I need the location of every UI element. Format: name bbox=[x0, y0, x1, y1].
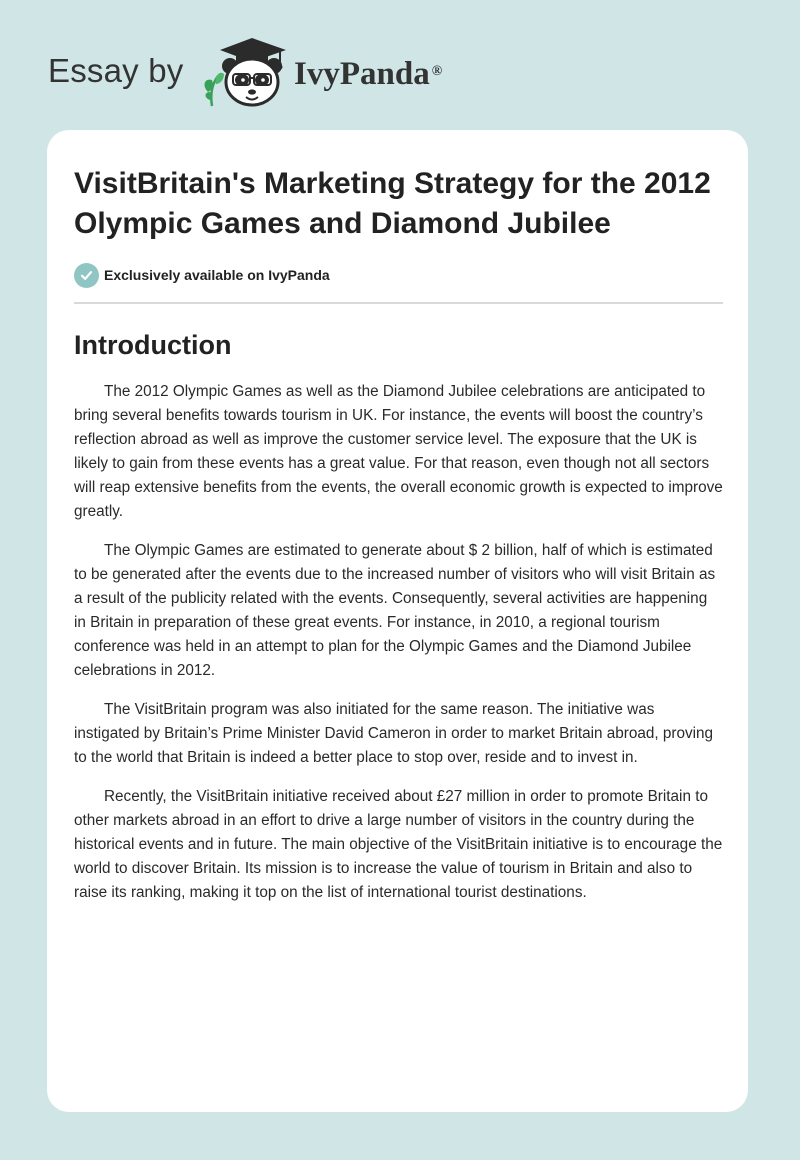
body-paragraph: The Olympic Games are estimated to generate about $ 2 billion, half of which is estimated to be generated after the events due to the increased number of visitors who will visit Britain as a result of the publicity related with the events. Consequently, several activities are happening in Britain in preparation of these great events. For instance, in 2010, a regional tourism conference was held in an attempt to plan for the Olympic Games and the Diamond Jubilee celebrations in 2012. bbox=[74, 542, 716, 679]
panda-face-icon bbox=[222, 58, 282, 105]
section-heading-introduction: Introduction bbox=[74, 330, 232, 360]
site-header bbox=[0, 0, 800, 120]
exclusive-label: Exclusively available on IvyPanda bbox=[104, 267, 330, 283]
body-paragraph: The 2012 Olympic Games as well as the Diamond Jubilee celebrations are anticipated to bring several benefits towards tourism in UK. For instance, the events will boost the country’s reflection abroad as well as improve the customer service level. The exposure that the UK is likely to gain from these events has a great value. For that reason, even though not all sectors will reap extensive benefits from the events, the overall economic growth is expected to improve greatly. bbox=[74, 383, 723, 520]
essay-content bbox=[74, 164, 723, 905]
brand-name-text: IvyPanda bbox=[294, 56, 430, 92]
essay-card bbox=[47, 130, 748, 1112]
title-divider bbox=[74, 302, 723, 304]
check-circle-icon bbox=[74, 263, 99, 288]
brand-name[interactable] bbox=[294, 54, 442, 94]
brand-prefix: Essay by bbox=[48, 52, 184, 89]
leaf-icon bbox=[205, 73, 224, 106]
registered-mark: ® bbox=[431, 64, 443, 79]
body-paragraph: Recently, the VisitBritain initiative received about £27 million in order to promote Britain to other markets abroad in an effort to drive a large number of visitors in the country during the historical events and in future. The main objective of the VisitBritain initiative is to encourage the world to discover Britain. Its mission is to increase the value of tourism in Britain and also to raise its ranking, making it top on the list of international tourist destinations. bbox=[74, 788, 723, 901]
panda-graduate-logo-icon[interactable] bbox=[200, 36, 294, 108]
essay-title: VisitBritain's Marketing Strategy for the 2012 Olympic Games and Diamond Jubilee bbox=[74, 167, 711, 240]
exclusive-availability bbox=[74, 262, 723, 288]
body-paragraph: The VisitBritain program was also initiated for the same reason. The initiative was instigated by Britain’s Prime Minister David Cameron in order to market Britain abroad, proving to the world that Britain is indeed a better place to stop over, reside and to invest in. bbox=[74, 701, 714, 766]
